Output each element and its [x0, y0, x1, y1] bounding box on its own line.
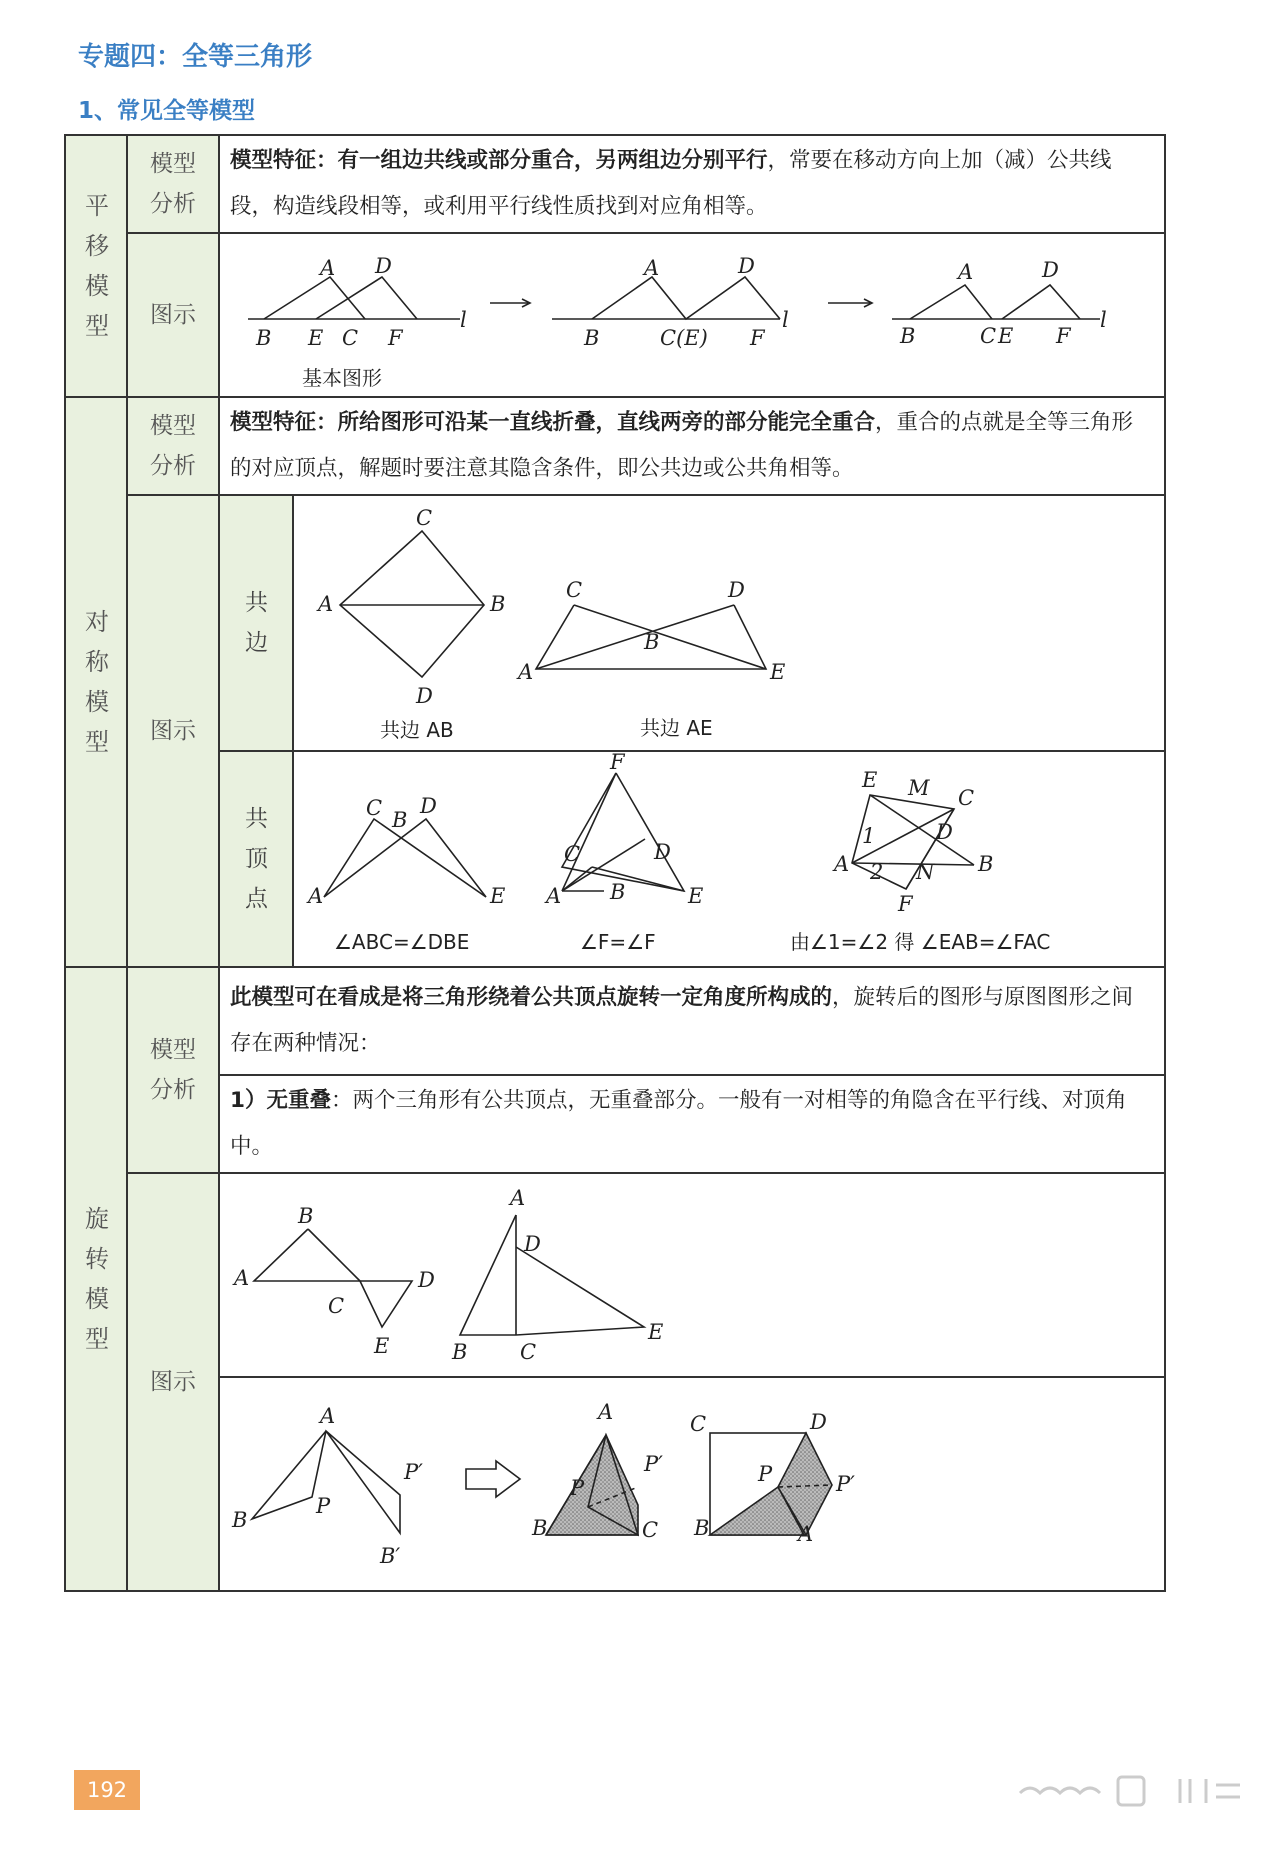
fig2-label-l: l [782, 308, 789, 332]
r5-label-Pprime: P′ [836, 1472, 855, 1496]
fig1-label-C: C [342, 326, 359, 350]
cv3-label-M: M [908, 776, 930, 800]
category-symmetry: 对称模型 [65, 397, 127, 967]
cv3-label-N: N [916, 860, 935, 884]
fig3-label-l: l [1100, 308, 1107, 332]
cv3-label-D: D [936, 820, 953, 844]
page-title: 专题四：全等三角形 [78, 42, 313, 72]
cv2-label-D: D [654, 840, 671, 864]
r3-label-P: P [316, 1494, 331, 1518]
r2-label-D: D [524, 1232, 541, 1256]
rotation-svg-2 [220, 1379, 1164, 1589]
cv3-label-A: A [834, 852, 850, 876]
common-vertex-label: 共顶点 [219, 751, 293, 967]
bowtie-label-E: E [770, 660, 786, 684]
r4-label-P: P [570, 1476, 585, 1500]
kite-label-D: D [416, 684, 433, 708]
cv3-label-F: F [898, 892, 913, 916]
bowtie-label-A: A [518, 660, 534, 684]
cv2-label-A: A [546, 884, 562, 908]
caption-angle-abc-dbe: ∠ABC=∠DBE [334, 930, 470, 954]
analysis-label: 模型分析 [127, 397, 219, 495]
kite-label-C: C [416, 506, 433, 530]
page-number: 192 [74, 1770, 140, 1810]
section-title: 1、常见全等模型 [78, 98, 256, 124]
caption-common-side-ab: 共边 AB [380, 718, 454, 742]
fig1-label-A: A [320, 256, 336, 280]
fig2-label-D: D [738, 254, 755, 278]
diagram-label: 图示 [127, 233, 219, 397]
fig1-label-D: D [375, 254, 392, 278]
rotation-no-overlap-text: 1）无重叠：两个三角形有公共顶点，无重叠部分。一般有一对相等的角隐含在平行线、对顶角中。 [219, 1075, 1165, 1173]
fig3-label-C: C [980, 324, 997, 348]
r3-label-Bprime: B′ [380, 1544, 401, 1568]
analysis-label: 模型分析 [127, 135, 219, 233]
cv2-label-C: C [564, 842, 581, 866]
fig2-label-CE: C(E) [660, 326, 708, 350]
kite-label-A: A [318, 592, 334, 616]
fig1-label-E: E [308, 326, 324, 350]
analysis-label: 模型分析 [127, 967, 219, 1173]
bowtie-label-C: C [566, 578, 583, 602]
fig3-label-F: F [1056, 324, 1071, 348]
cv3-label-C: C [958, 786, 975, 810]
cv2-label-B: B [610, 880, 626, 904]
fig3-label-D: D [1042, 258, 1059, 282]
caption-angle-eab-fac: 由∠1=∠2 得 ∠EAB=∠FAC [790, 930, 1051, 954]
cv1-label-C: C [366, 796, 383, 820]
kite-label-B: B [490, 592, 506, 616]
fig1-label-F: F [388, 326, 403, 350]
r1-label-B: B [298, 1204, 314, 1228]
r4-label-A: A [598, 1400, 614, 1424]
fig2-label-F: F [750, 326, 765, 350]
r2-label-E: E [648, 1320, 664, 1344]
cv3-label-E: E [862, 768, 878, 792]
caption-angle-f: ∠F=∠F [580, 930, 656, 954]
r5-label-C: C [690, 1412, 707, 1436]
cv3-label-B: B [978, 852, 994, 876]
common-side-label: 共边 [219, 495, 293, 751]
r3-label-A: A [320, 1404, 336, 1428]
fig1-label-B: B [256, 326, 272, 350]
r2-label-B: B [452, 1340, 468, 1364]
watermark-icon [1010, 1771, 1250, 1811]
common-side-svg [294, 497, 1164, 749]
r5-label-B: B [694, 1516, 710, 1540]
cv1-label-A: A [308, 884, 324, 908]
fig3-label-A: A [958, 260, 974, 284]
rotation-figures-2 [219, 1377, 1165, 1591]
r1-label-D: D [418, 1268, 435, 1292]
rotation-figures-1 [219, 1173, 1165, 1377]
category-rotation: 旋转模型 [65, 967, 127, 1591]
r4-label-Pprime: P′ [644, 1452, 663, 1476]
rotation-analysis-text: 此模型可在看成是将三角形绕着公共顶点旋转一定角度所构成的，旋转后的图形与原图图形之间存在两种情况： [219, 967, 1165, 1075]
basic-figure-caption: 基本图形 [302, 366, 382, 390]
cv1-label-B: B [392, 808, 408, 832]
caption-common-side-ae: 共边 AE [640, 716, 713, 740]
common-vertex-svg [294, 753, 1164, 965]
common-vertex-figures [293, 751, 1165, 967]
translation-analysis-text: 模型特征：有一组边共线或部分重合，另两组边分别平行，常要在移动方向上加（减）公共线段，构造线段相等，或利用平行线性质找到对应角相等。 [219, 135, 1165, 233]
translation-svg [220, 235, 1164, 395]
r2-label-A: A [510, 1186, 526, 1210]
r5-label-P: P [758, 1462, 773, 1486]
r1-label-E: E [374, 1334, 390, 1358]
model-table [64, 134, 1166, 1592]
cv1-label-E: E [490, 884, 506, 908]
diagram-label: 图示 [127, 495, 219, 967]
r5-label-D: D [810, 1410, 827, 1434]
r3-label-Pprime: P′ [404, 1460, 423, 1484]
r2-label-C: C [520, 1340, 537, 1364]
cv2-label-E: E [688, 884, 704, 908]
fig2-label-B: B [584, 326, 600, 350]
category-translation: 平移模型 [65, 135, 127, 397]
r3-label-B: B [232, 1508, 248, 1532]
symmetry-analysis-text: 模型特征：所给图形可沿某一直线折叠，直线两旁的部分能完全重合，重合的点就是全等三角形的对应顶点，解题时要注意其隐含条件，即公共边或公共角相等。 [219, 397, 1165, 495]
bowtie-label-B: B [644, 630, 660, 654]
r1-label-A: A [234, 1266, 250, 1290]
bowtie-label-D: D [728, 578, 745, 602]
fig1-label-l: l [460, 308, 467, 332]
cv2-label-F: F [610, 753, 625, 774]
fig3-label-E: E [998, 324, 1014, 348]
r4-label-C: C [642, 1518, 659, 1542]
cv3-label-2: 2 [870, 860, 884, 884]
cv1-label-D: D [420, 794, 437, 818]
fig2-label-A: A [644, 256, 660, 280]
translation-figures [219, 233, 1165, 397]
rotation-svg-1 [220, 1175, 1164, 1375]
diagram-label: 图示 [127, 1173, 219, 1591]
common-side-figures [293, 495, 1165, 751]
fig3-label-B: B [900, 324, 916, 348]
r1-label-C: C [328, 1294, 345, 1318]
r4-label-B: B [532, 1516, 548, 1540]
cv3-label-1: 1 [862, 824, 876, 848]
r5-label-A: A [798, 1522, 814, 1546]
